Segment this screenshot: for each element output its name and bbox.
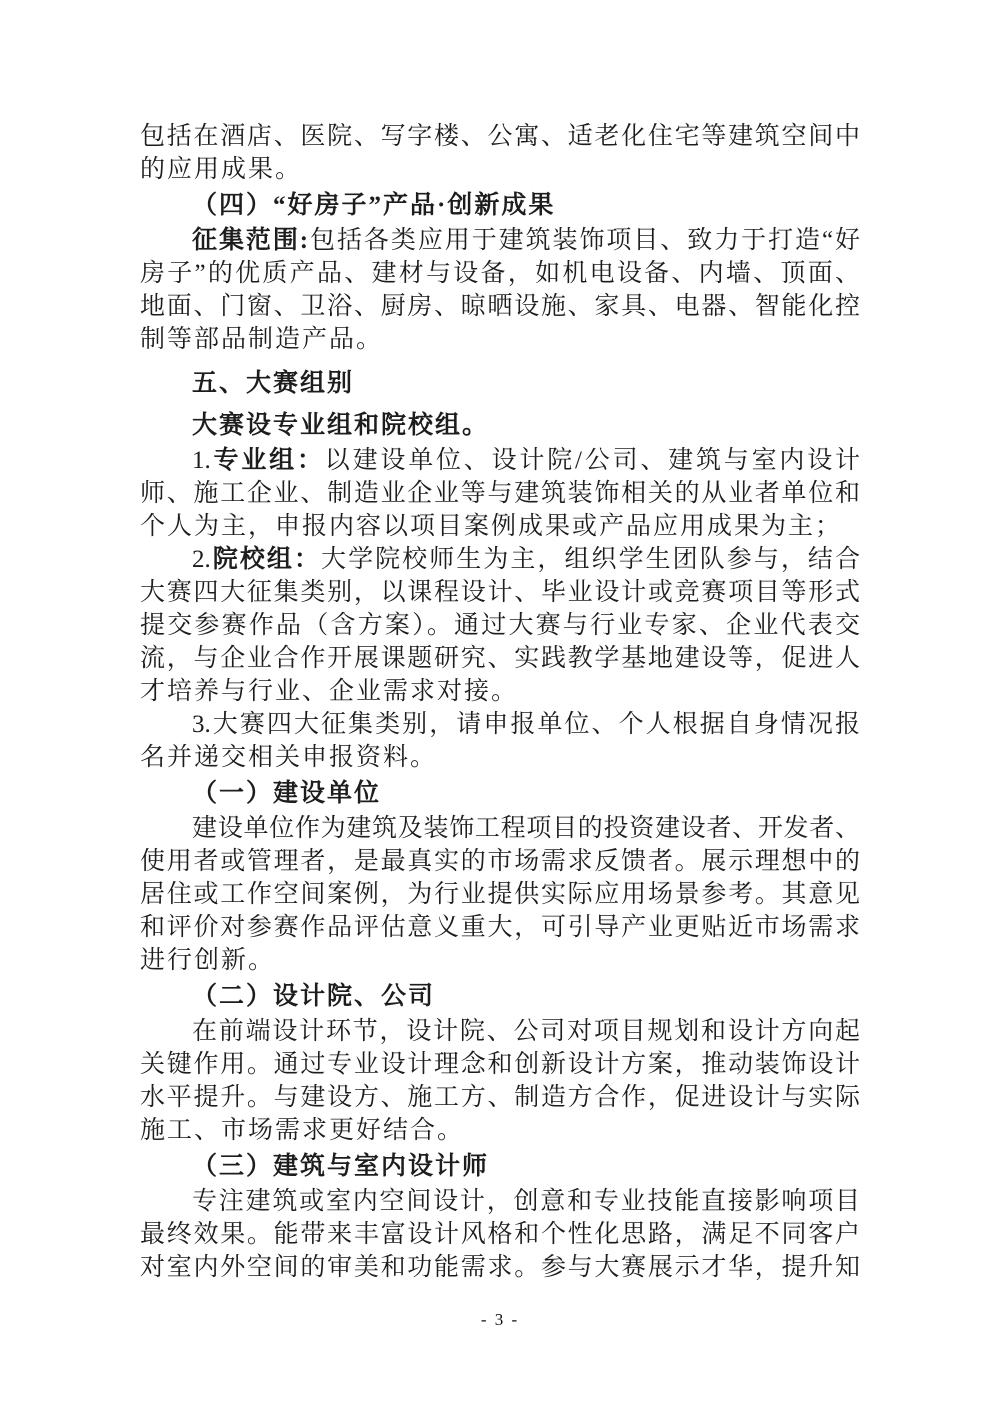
text-line	[140, 708, 860, 741]
text-line	[140, 1185, 860, 1218]
text-line	[140, 944, 860, 977]
text-segment: 3.大赛四大征集类别，请申报单位、个人根据自身情况报	[192, 711, 860, 738]
text-line	[140, 741, 860, 774]
document-body	[140, 120, 860, 1284]
text-segment: 师、施工企业、制造业企业等与建筑装饰相关的从业者单位和	[140, 480, 860, 507]
text-segment: 地面、门窗、卫浴、厨房、晾晒设施、家具、电器、智能化控	[140, 293, 860, 320]
text-segment: 个人为主，申报内容以项目案例成果或产品应用成果为主；	[140, 513, 843, 540]
text-segment: 制等部品制造产品。	[140, 326, 384, 353]
para-interior-designer	[140, 1185, 860, 1284]
text-segment: 居住或工作空间案例，为行业提供实际应用场景参考。其意见	[140, 881, 860, 908]
text-line	[140, 323, 860, 356]
text-line	[140, 576, 860, 609]
text-segment: 房子”的优质产品、建材与设备，如机电设备、内墙、顶面、	[140, 260, 860, 287]
text-line	[140, 120, 860, 153]
text-line	[140, 845, 860, 878]
heading-role-3	[140, 1150, 860, 1183]
text-segment: 在前端设计环节，设计院、公司对项目规划和设计方向起	[192, 1018, 860, 1045]
text-line	[140, 777, 860, 810]
text-segment: 对室内外空间的审美和功能需求。参与大赛展示才华，提升知	[140, 1254, 860, 1281]
text-line	[140, 1218, 860, 1251]
text-segment: 五、大赛组别	[192, 370, 355, 397]
text-line	[140, 1081, 860, 1114]
text-segment: （三）建筑与室内设计师	[192, 1153, 490, 1180]
text-line	[140, 257, 860, 290]
para-groups-lead	[140, 409, 860, 442]
text-segment: 流，与企业合作开展课题研究、实践教学基地建设等，促进人	[140, 645, 860, 672]
text-line	[140, 1114, 860, 1147]
text-segment: 施工、市场需求更好结合。	[140, 1117, 465, 1144]
text-line	[140, 878, 860, 911]
para-four-categories	[140, 708, 860, 774]
text-line	[140, 224, 860, 257]
para-professional-group	[140, 444, 860, 543]
text-segment: 提交参赛作品（含方案）。通过大赛与行业专家、企业代表交	[140, 612, 860, 639]
text-line	[140, 290, 860, 323]
heading-role-2	[140, 980, 860, 1013]
text-segment: 关键作用。通过专业设计理念和创新设计方案，推动装饰设计	[140, 1051, 860, 1078]
text-segment: 以建设单位、设计院/公司、建筑与室内设计	[324, 447, 860, 474]
text-line	[140, 1150, 860, 1183]
heading-section-5	[140, 367, 860, 400]
text-segment: （二）设计院、公司	[192, 983, 436, 1010]
text-line	[140, 409, 860, 442]
text-line	[140, 153, 860, 186]
text-line	[140, 812, 860, 845]
text-line	[140, 980, 860, 1013]
text-segment: 进行创新。	[140, 947, 276, 974]
text-line	[140, 510, 860, 543]
text-line	[140, 609, 860, 642]
text-line	[140, 543, 860, 576]
text-line	[140, 444, 860, 477]
text-line	[140, 1015, 860, 1048]
text-line	[140, 189, 860, 222]
text-segment: 的应用成果。	[140, 156, 303, 183]
text-line	[140, 1048, 860, 1081]
text-segment: 大赛四大征集类别，以课程设计、毕业设计或竞赛项目等形式	[140, 579, 860, 606]
page-number: - 3 -	[480, 1310, 520, 1329]
text-segment: 专业组：	[210, 447, 325, 474]
text-segment: 和评价对参赛作品评估意义重大，可引导产业更贴近市场需求	[140, 914, 860, 941]
text-line	[140, 642, 860, 675]
text-segment: 才培养与行业、企业需求对接。	[140, 678, 519, 705]
heading-role-1	[140, 777, 860, 810]
text-segment: 建设单位作为建筑及装饰工程项目的投资建设者、开发者、	[192, 815, 860, 842]
text-segment: 2.	[192, 546, 211, 573]
text-line	[140, 911, 860, 944]
text-segment: 专注建筑或室内空间设计，创意和专业技能直接影响项目	[192, 1188, 860, 1215]
text-segment: 水平提升。与建设方、施工方、制造方合作，促进设计与实际	[140, 1084, 860, 1111]
para-design-institute	[140, 1015, 860, 1147]
para-academy-group	[140, 543, 860, 708]
text-segment: （四）“好房子”产品·创新成果	[192, 192, 556, 219]
text-segment: 1.	[192, 447, 211, 474]
text-segment: 名并递交相关申报资料。	[140, 744, 438, 771]
text-segment: （一）建设单位	[192, 780, 382, 807]
text-segment: 使用者或管理者，是最真实的市场需求反馈者。展示理想中的	[140, 848, 860, 875]
text-segment: 征集范围:	[192, 227, 309, 254]
text-segment: 包括各类应用于建筑装饰项目、致力于打造“好	[308, 227, 860, 254]
text-segment: 大赛设专业组和院校组。	[192, 412, 490, 439]
para-construction-unit	[140, 812, 860, 977]
text-segment: 最终效果。能带来丰富设计风格和个性化思路，满足不同客户	[140, 1221, 860, 1248]
text-segment: 大学院校师生为主，组织学生团队参与，结合	[321, 546, 860, 573]
heading-category-4	[140, 189, 860, 222]
text-segment: 包括在酒店、医院、写字楼、公寓、适老化住宅等建筑空间中	[140, 123, 860, 150]
para-scope-3-continuation	[140, 120, 860, 186]
text-line	[140, 675, 860, 708]
text-line	[140, 1251, 860, 1284]
text-line	[140, 477, 860, 510]
text-segment: 院校组：	[210, 546, 322, 573]
para-collection-scope	[140, 224, 860, 356]
text-line	[140, 367, 860, 400]
